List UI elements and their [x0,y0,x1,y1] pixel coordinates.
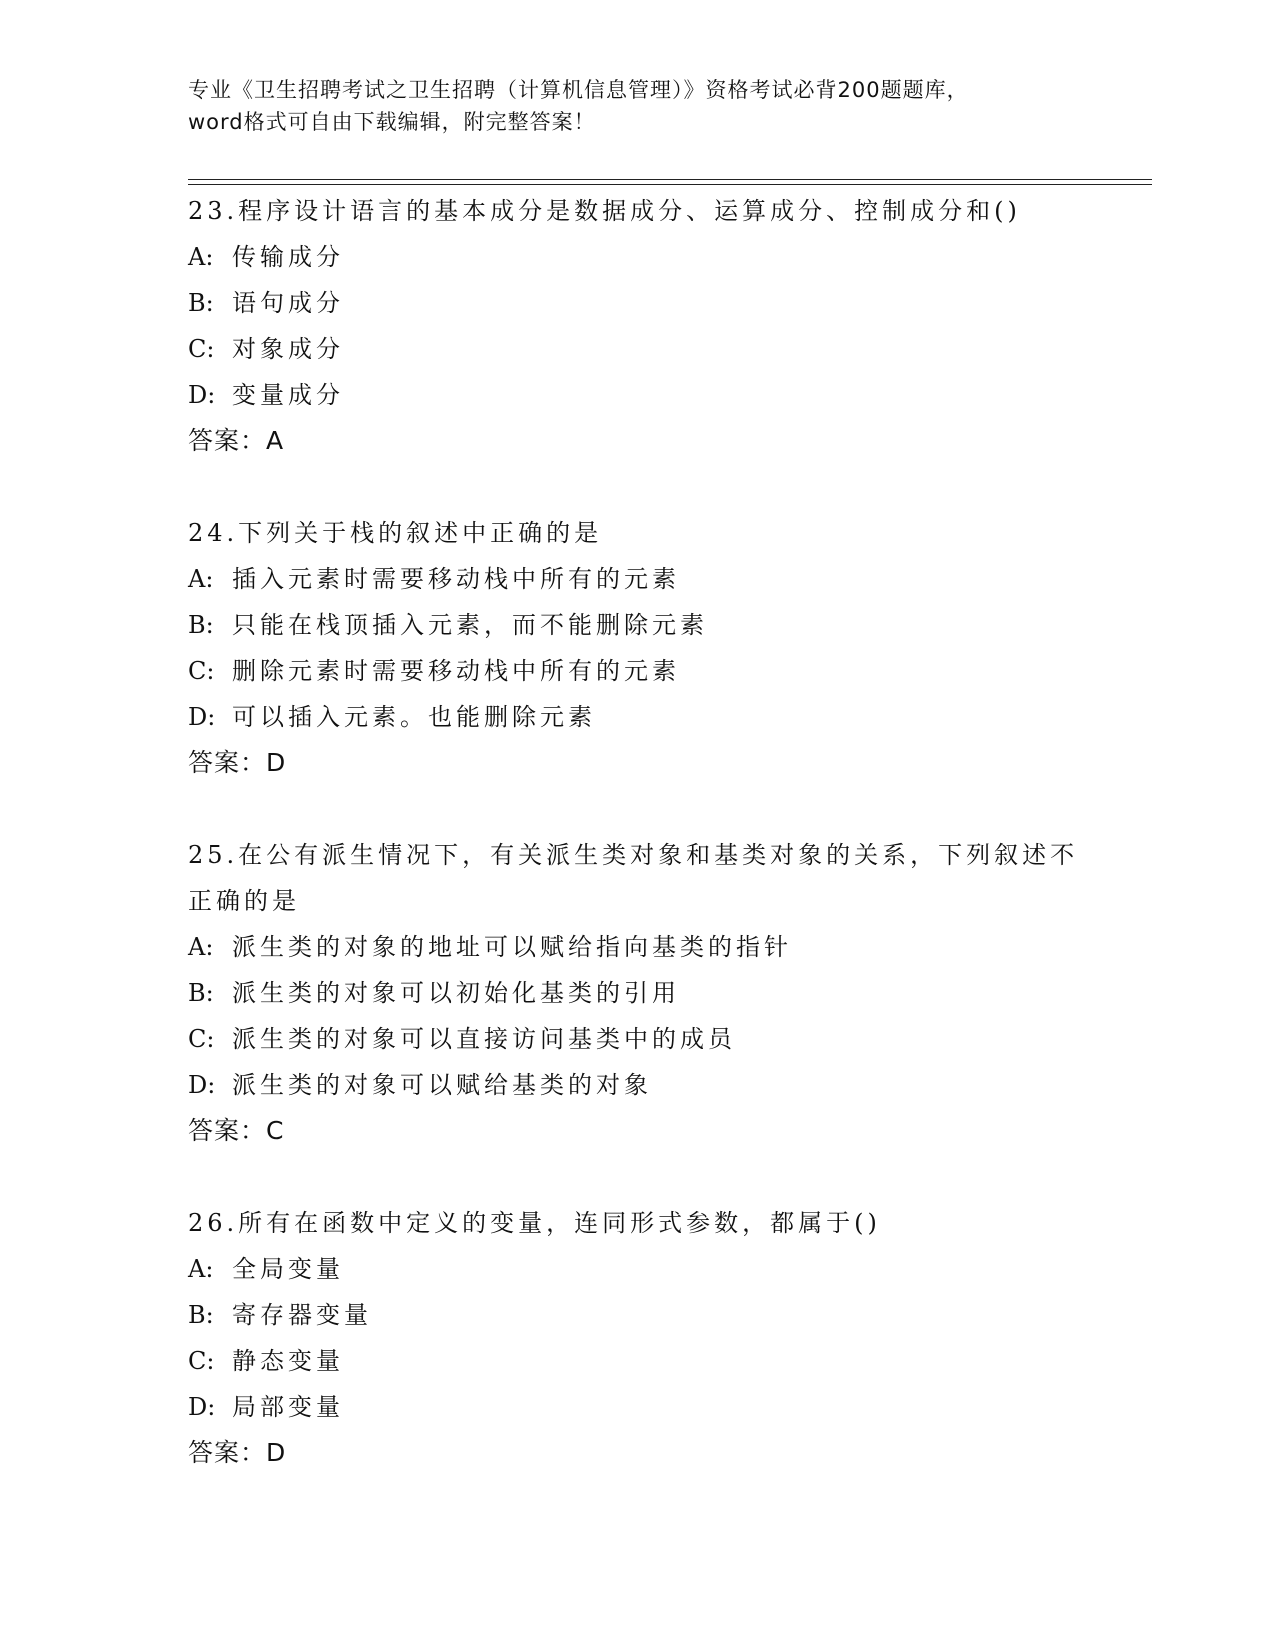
option-key: A: [188,1255,214,1283]
option-key: D: [188,1071,216,1099]
question-26 [188,1200,1088,1476]
question-text: 25.在公有派生情况下，有关派生类对象和基类对象的关系，下列叙述不正确的是 [188,841,1079,915]
header-line-1: 专业《卫生招聘考试之卫生招聘（计算机信息管理）》资格考试必背200题题库， [188,78,969,102]
option-text: 变量成分 [232,381,344,409]
option-d [188,1384,1088,1430]
answer-label: 答案： [188,748,267,777]
option-key: A: [188,243,214,271]
option-key: C: [188,657,215,685]
option-a [188,234,1088,280]
option-key: B: [188,289,214,317]
option-text: 可以插入元素。也能删除元素 [232,703,596,731]
option-key: A: [188,933,214,961]
answer-line [188,740,1088,786]
option-c [188,1016,1088,1062]
option-c [188,1338,1088,1384]
option-text: 全局变量 [232,1255,344,1283]
option-d [188,1062,1088,1108]
question-23 [188,188,1088,464]
document-header [188,74,1088,138]
answer-label: 答案： [188,1438,267,1467]
option-text: 派生类的对象可以赋给基类的对象 [232,1071,652,1099]
option-text: 局部变量 [232,1393,344,1421]
option-d [188,694,1088,740]
option-text: 静态变量 [232,1347,344,1375]
option-text: 寄存器变量 [232,1301,372,1329]
option-text: 删除元素时需要移动栈中所有的元素 [232,657,680,685]
answer-value: C [266,1116,285,1145]
option-key: B: [188,979,214,1007]
option-key: A: [188,565,214,593]
option-key: D: [188,703,216,731]
option-text: 对象成分 [232,335,344,363]
option-c [188,326,1088,372]
option-text: 语句成分 [232,289,344,317]
answer-value: D [266,1438,287,1467]
answer-value: A [266,426,285,455]
question-text: 26.所有在函数中定义的变量，连同形式参数，都属于() [188,1209,881,1237]
answer-label: 答案： [188,1116,267,1145]
option-key: D: [188,381,216,409]
option-text: 插入元素时需要移动栈中所有的元素 [232,565,680,593]
question-text: 24.下列关于栈的叙述中正确的是 [188,519,603,547]
option-key: B: [188,1301,214,1329]
option-key: C: [188,1347,215,1375]
option-key: C: [188,335,215,363]
answer-line [188,1430,1088,1476]
answer-value: D [266,748,287,777]
option-key: C: [188,1025,215,1053]
header-divider-top [188,179,1152,180]
option-a [188,924,1088,970]
option-text: 派生类的对象可以直接访问基类中的成员 [232,1025,736,1053]
option-b [188,1292,1088,1338]
option-text: 只能在栈顶插入元素，而不能删除元素 [232,611,708,639]
option-a [188,1246,1088,1292]
option-b [188,602,1088,648]
question-25 [188,832,1088,1154]
option-text: 派生类的对象可以初始化基类的引用 [232,979,680,1007]
option-c [188,648,1088,694]
question-list [188,188,1088,1522]
header-divider-bottom [188,184,1152,185]
option-b [188,280,1088,326]
option-b [188,970,1088,1016]
option-key: B: [188,611,214,639]
option-text: 传输成分 [232,243,344,271]
header-line-2: word格式可自由下载编辑，附完整答案！ [188,110,596,134]
answer-label: 答案： [188,426,267,455]
option-d [188,372,1088,418]
option-a [188,556,1088,602]
option-text: 派生类的对象的地址可以赋给指向基类的指针 [232,933,792,961]
option-key: D: [188,1393,216,1421]
question-text: 23.程序设计语言的基本成分是数据成分、运算成分、控制成分和() [188,197,1021,225]
answer-line [188,1108,1088,1154]
question-24 [188,510,1088,786]
answer-line [188,418,1088,464]
